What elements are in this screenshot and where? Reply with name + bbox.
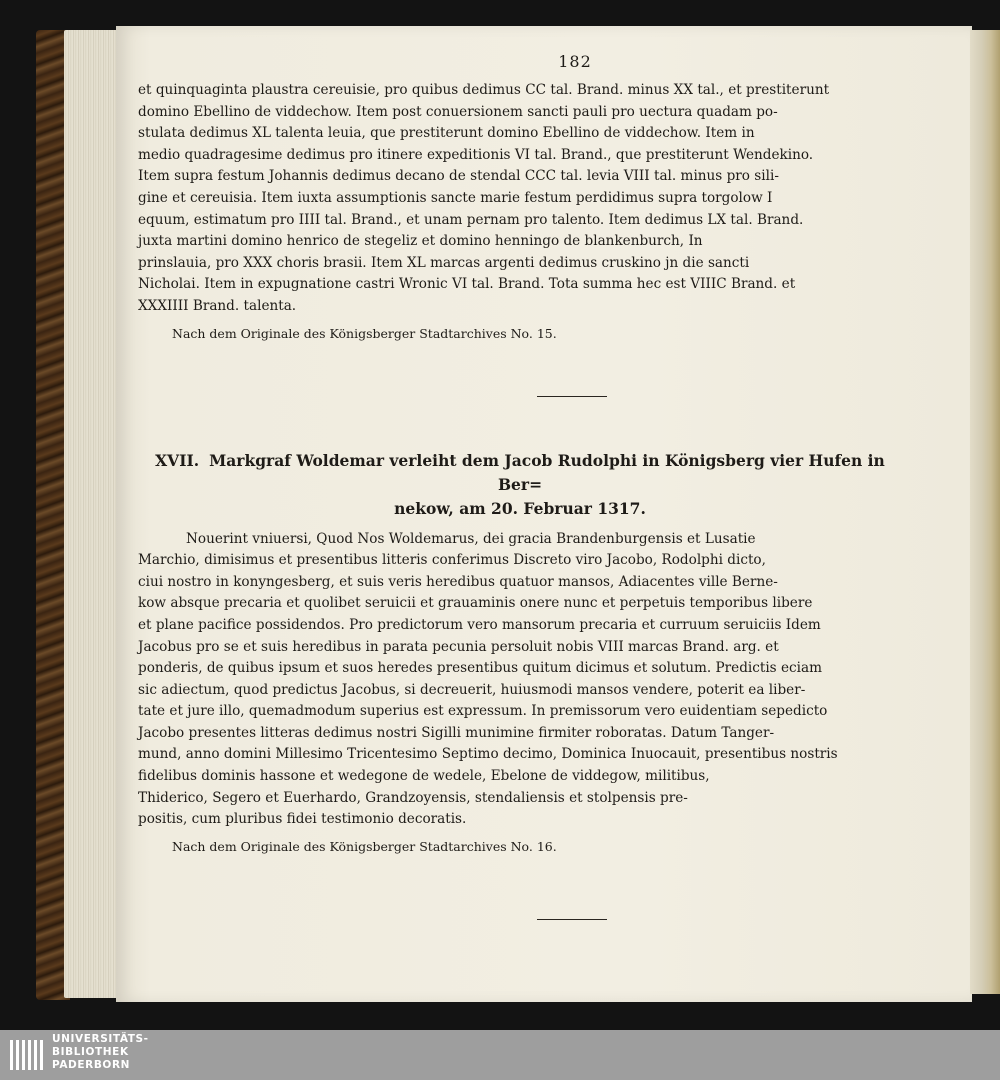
text-line: juxta martini domino henrico de stegeliz et domino henningo de blankenburch, In	[138, 233, 703, 250]
text-line: Nicholai. Item in expugnatione castri Wronic VI tal. Brand. Tota summa hec est VIIIC Brand. et	[138, 276, 796, 293]
section-divider	[537, 396, 607, 397]
page-content	[138, 52, 902, 920]
text-line: sic adiectum, quod predictus Jacobus, si decreuerit, huiusmodi mansos vendere, poterit ea liber-	[138, 681, 806, 698]
document-body	[138, 529, 902, 831]
facing-page-edge	[970, 30, 1000, 994]
text-line: fidelibus dominis hassone et wedegone de wedele, Ebelone de viddegow, militibus,	[138, 768, 710, 785]
source-note: Nach dem Originale des Königsberger Stadtarchives No. 16.	[172, 838, 557, 854]
logo-line: PADERBORN	[52, 1059, 131, 1071]
text-line: kow absque precaria et quolibet seruicii et grauaminis onere nunc et perpetuis temporibus libere	[138, 595, 813, 612]
text-line: mund, anno domini Millesimo Tricentesimo Septimo decimo, Dominica Inuocauit, presentibus nostris	[138, 746, 838, 763]
page-number: 182	[558, 52, 592, 71]
text-line: et quinquaginta plaustra cereuisie, pro quibus dedimus CC tal. Brand. minus XX tal., et prestiterunt	[138, 82, 830, 98]
heading-line: nekow, am 20. Februar 1317.	[394, 498, 646, 518]
text-line: ponderis, de quibus ipsum et suos heredes presentibus quitum dicimus et solutum. Predictis eciam	[138, 660, 822, 677]
document-continuation	[138, 80, 902, 318]
logo-line: BIBLIOTHEK	[52, 1046, 129, 1058]
logo-line: UNIVERSITÄTS-	[52, 1033, 149, 1045]
library-barcode-icon	[8, 1036, 44, 1074]
document-heading	[138, 449, 902, 521]
text-line: domino Ebellino de viddechow. Item post conuersionem sancti pauli pro uectura quadam po-	[138, 103, 778, 120]
library-footer-bar	[0, 1030, 1000, 1080]
text-line: positis, cum pluribus fidei testimonio decoratis.	[138, 811, 467, 828]
text-line: tate et jure illo, quemadmodum superius est expressum. In premissorum vero euidentiam sepedicto	[138, 703, 828, 720]
document-number: XVII.	[155, 450, 200, 470]
text-line: Nouerint vniuersi, Quod Nos Woldemarus, dei gracia Brandenburgensis et Lusatie	[186, 530, 756, 547]
text-line: XXXIIII Brand. talenta.	[138, 297, 297, 314]
text-line: stulata dedimus XL talenta leuia, que prestiterunt domino Ebellino de viddechow. Item in	[138, 125, 755, 142]
text-line: Jacobo presentes litteras dedimus nostri Sigilli munimine firmiter roboratas. Datum Tanger-	[138, 724, 775, 741]
text-line: Marchio, dimisimus et presentibus litteris conferimus Discreto viro Jacobo, Rodolphi dicto,	[138, 552, 766, 569]
source-note: Nach dem Originale des Königsberger Stadtarchives No. 15.	[172, 325, 557, 341]
page-stack-edge	[64, 30, 124, 998]
section-divider	[537, 919, 607, 920]
library-logo-text	[52, 1033, 149, 1072]
text-line: ciui nostro in konyngesberg, et suis veris heredibus quatuor mansos, Adiacentes ville Berne-	[138, 573, 778, 590]
text-line: prinslauia, pro XXX choris brasii. Item XL marcas argenti dedimus cruskino jn die sancti	[138, 254, 750, 271]
text-line: equum, estimatum pro IIII tal. Brand., et unam pernam pro talento. Item dedimus LX tal. Brand.	[138, 211, 804, 228]
text-line: Item supra festum Johannis dedimus decano de stendal CCC tal. levia VIII tal. minus pro sili-	[138, 168, 779, 185]
text-line: Thiderico, Segero et Euerhardo, Grandzoyensis, stendaliensis et stolpensis pre-	[138, 789, 688, 806]
text-line: Jacobus pro se et suis heredibus in parata pecunia persoluit nobis VIII marcas Brand. arg. et	[138, 638, 779, 655]
heading-line: Markgraf Woldemar verleiht dem Jacob Rudolphi in Königsberg vier Hufen in Ber=	[209, 450, 885, 494]
text-line: gine et cereuisia. Item iuxta assumptionis sancte marie festum perdidimus supra torgolow I	[138, 189, 773, 206]
text-line: et plane pacifice possidendos. Pro predictorum vero mansorum precaria et curruum seruiciis Idem	[138, 616, 821, 633]
text-line: medio quadragesime dedimus pro itinere expeditionis VI tal. Brand., que prestiterunt Wendekino.	[138, 146, 814, 163]
